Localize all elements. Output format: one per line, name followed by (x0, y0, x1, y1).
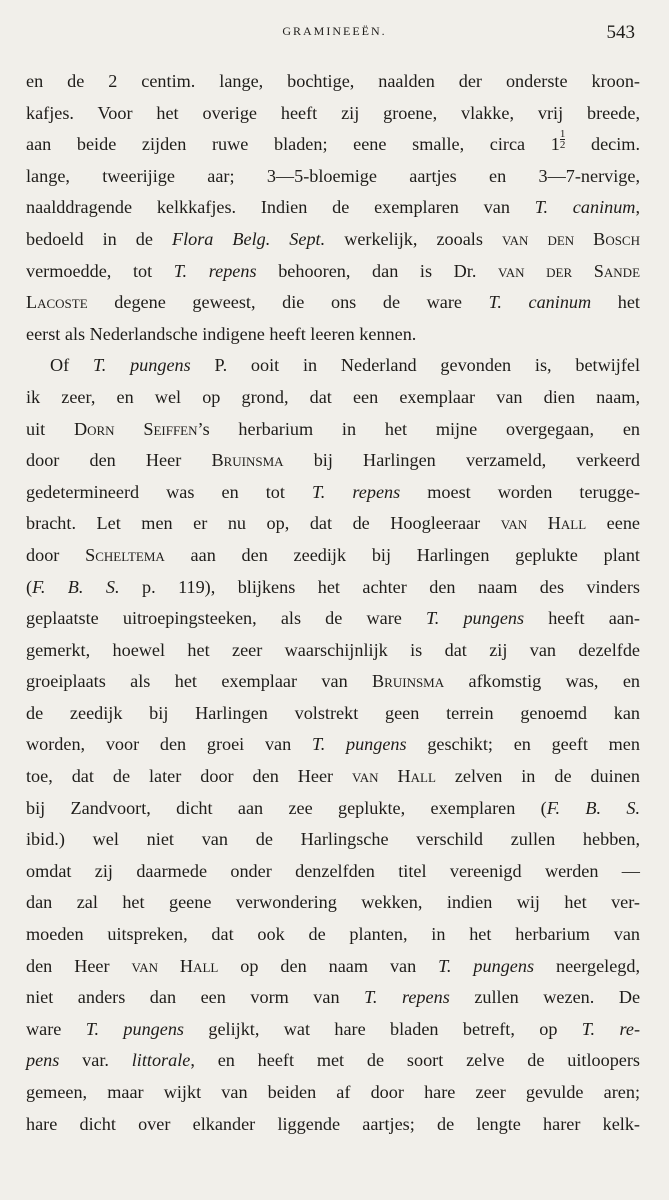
text-line: bracht. Let men er nu op, dat de Hoogleeraar van Hall eene (26, 513, 640, 534)
text-line: ik zeer, en wel op grond, dat een exemplaar van dien naam, (26, 386, 640, 407)
text-line: de zeedijk bij Harlingen volstrekt geen terrein genoemd kan (26, 702, 640, 723)
text-line: aan beide zijden ruwe bladen; eene smalle, circa 1 $\frac{1}{2}$ decim. (26, 128, 640, 155)
page-number: 543 (606, 22, 635, 43)
text-line: Lacoste degene geweest, die ons de ware T. caninum het (26, 292, 640, 313)
fraction: $\frac{1}{2}$ (559, 128, 566, 152)
text-line: gedetermineerd was en tot T. repens moest worden terugge- (26, 481, 640, 502)
text-line: worden, voor den groei van T. pungens geschikt; en geeft men (26, 734, 640, 755)
running-head (0, 22, 669, 46)
text-line: eerst als Nederlandsche indigene heeft leeren kennen. (26, 323, 417, 344)
text-line: en de 2 centim. lange, bochtige, naalden der onderste kroon- (26, 71, 640, 91)
text-line: pens var. littorale, en heeft met de soort zelve de uitloopers (26, 1050, 640, 1071)
text-line: naalddragende kelkkafjes. Indien de exemplaren van T. caninum, (26, 197, 640, 218)
text-line: gemeen, maar wijkt van beiden af door hare zeer gevulde aren; (26, 1082, 640, 1102)
text-line: bedoeld in de Flora Belg. Sept. werkelijk, zooals van den Bosch (26, 228, 640, 249)
text-line: moeden uitspreken, dat ook de planten, in het herbarium van (26, 924, 640, 945)
text-line: door Scheltema aan den zeedijk bij Harlingen geplukte plant (26, 544, 640, 565)
body-text (26, 66, 640, 1140)
text-line: kafjes. Voor het overige heeft zij groene, vlakke, vrij breede, (26, 102, 640, 123)
text-line: geplaatste uitroepingsteeken, als de ware T. pungens heeft aan- (26, 608, 640, 629)
text-line: gemerkt, hoewel het zeer waarschijnlijk is dat zij van dezelfde (26, 639, 640, 660)
text-line: toe, dat de later door den Heer van Hall zelven in de duinen (26, 766, 640, 787)
running-title: GRAMINEEËN. (282, 24, 387, 38)
text-line: den Heer van Hall op den naam van T. pungens neergelegd, (26, 955, 641, 976)
text-line: niet anders dan een vorm van T. repens zullen wezen. De (26, 987, 641, 1008)
text-line: (F. B. S. p. 119), blijkens het achter den naam des vinders (26, 576, 640, 597)
text-line: hare dicht over elkander liggende aartjes; de lengte harer kelk- (26, 1113, 640, 1134)
text-line: vermoedde, tot T. repens behooren, dan is Dr. van der Sande (26, 260, 641, 281)
text-line: dan zal het geene verwondering wekken, indien wij het ver- (26, 892, 640, 913)
text-line: Of T. pungens P. ooit in Nederland gevonden is, betwijfel (50, 355, 641, 376)
text-line: ware T. pungens gelijkt, wat hare bladen betreft, op T. re- (26, 1018, 641, 1039)
text-line: lange, tweerijige aar; 3—5-bloemige aartjes en 3—7-nervige, (26, 165, 640, 186)
text-line: door den Heer Bruinsma bij Harlingen verzameld, verkeerd (26, 450, 640, 471)
text-line: ibid.) wel niet van de Harlingsche verschild zullen hebben, (26, 829, 640, 850)
text-line: uit Dorn Seiffen’s herbarium in het mijne overgegaan, en (26, 418, 640, 439)
text-line: groeiplaats als het exemplaar van Bruinsma afkomstig was, en (26, 671, 640, 692)
text-line: bij Zandvoort, dicht aan zee geplukte, exemplaren (F. B. S. (26, 797, 641, 818)
text-line: omdat zij daarmede onder denzelfden titel vereenigd werden — (26, 860, 640, 881)
